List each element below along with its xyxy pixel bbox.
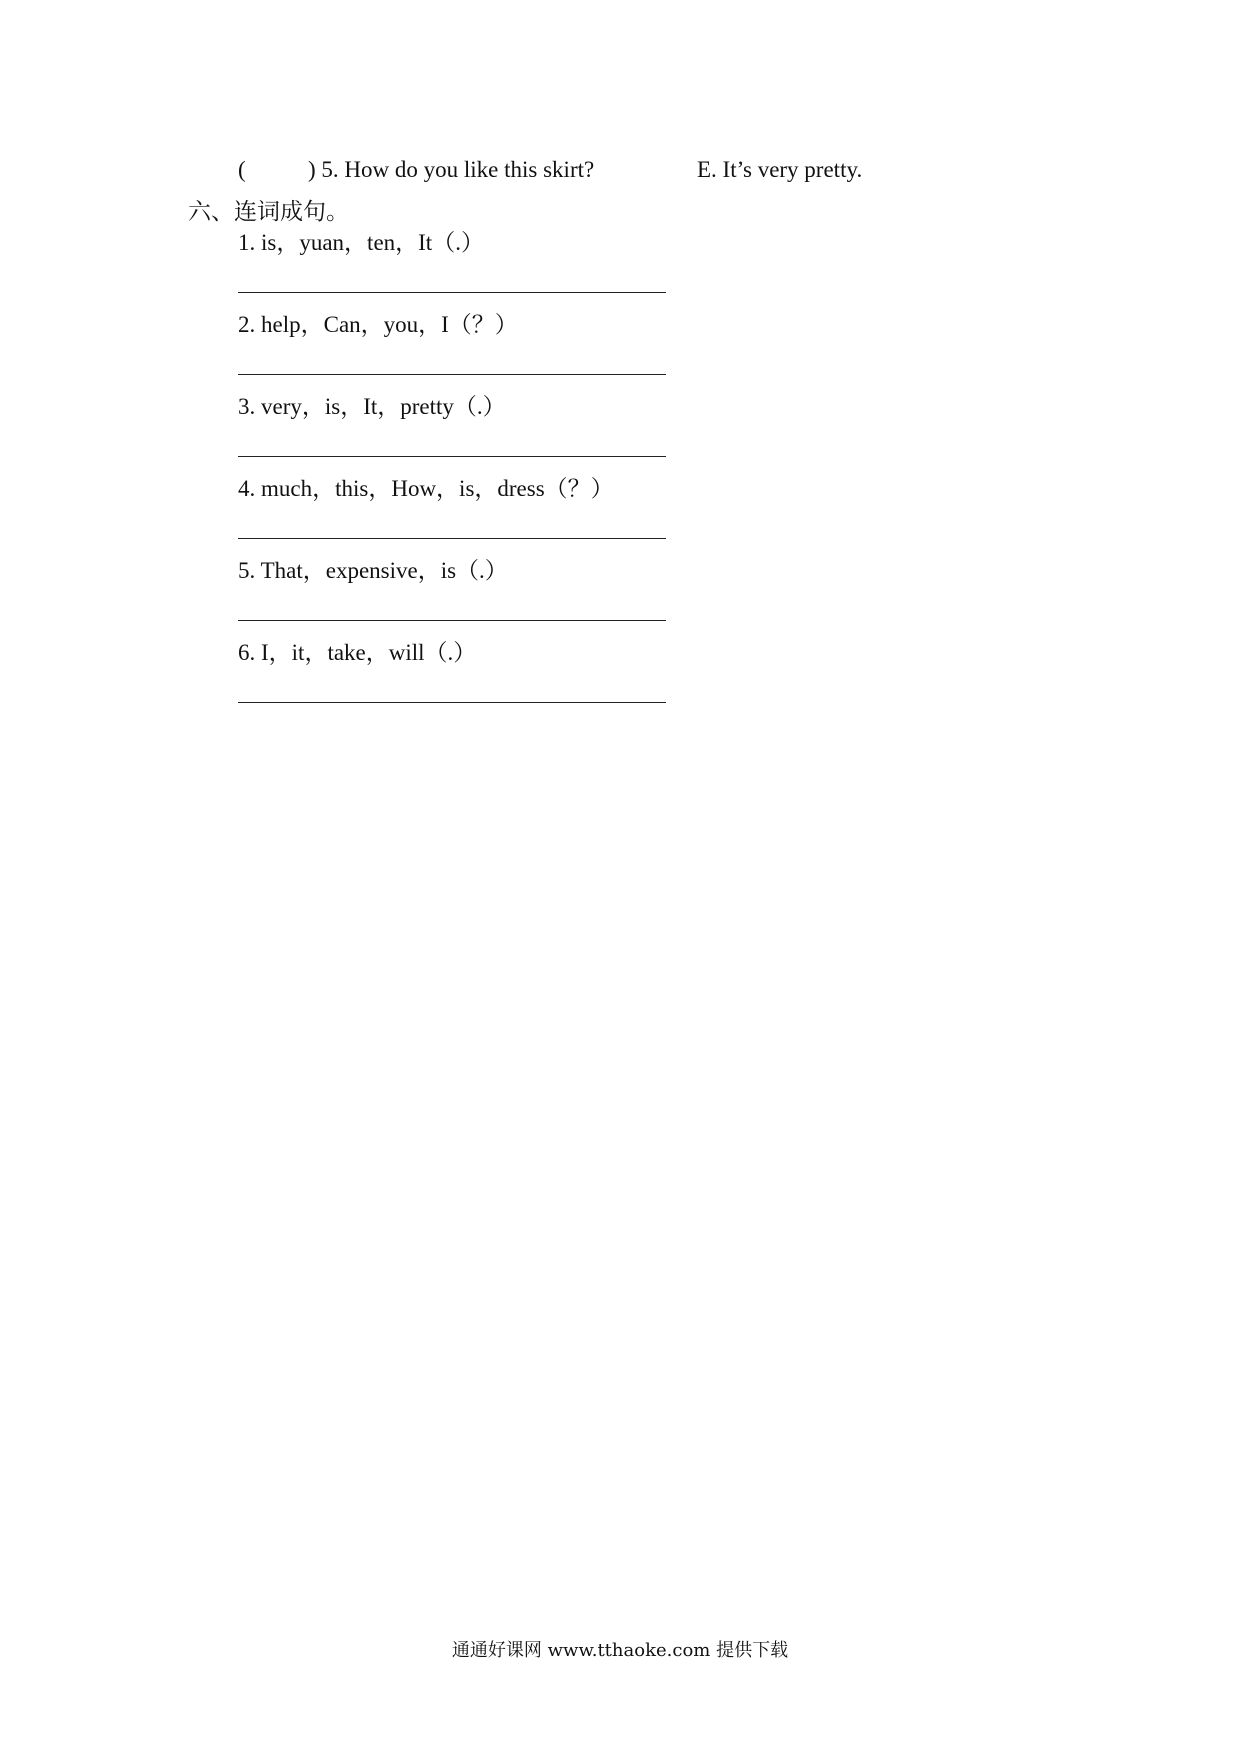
list-item — [238, 310, 614, 392]
list-item — [238, 474, 614, 556]
list-item — [238, 392, 614, 474]
answer-blank-line — [238, 374, 666, 375]
item-prompt: 6. I，it，take，will（.） — [238, 640, 477, 665]
question-text: ) 5. How do you like this skirt? — [308, 157, 595, 182]
answer-blank-line — [238, 620, 666, 621]
list-item — [238, 228, 614, 310]
item-prompt: 2. help，Can，you，I（？） — [238, 312, 518, 337]
list-item — [238, 638, 614, 720]
item-prompt: 4. much，this，How，is，dress（？） — [238, 476, 614, 501]
answer-blank-line — [238, 292, 666, 293]
answer-blank-line — [238, 702, 666, 703]
item-prompt: 5. That，expensive，is（.） — [238, 558, 508, 583]
answer-paren: ( — [238, 157, 246, 182]
answer-blank-line — [238, 456, 666, 457]
sentence-items — [238, 228, 614, 720]
answer-blank-line — [238, 538, 666, 539]
matching-answer-e: E. It’s very pretty. — [697, 157, 863, 182]
item-prompt: 3. very，is，It，pretty（.） — [238, 394, 506, 419]
item-prompt: 1. is，yuan，ten，It（.） — [238, 230, 484, 255]
matching-question-5 — [238, 157, 594, 183]
page-footer: 通通好课网 www.tthaoke.com 提供下载 — [451, 1640, 789, 1661]
list-item — [238, 556, 614, 638]
section-heading: 六、连词成句。 — [188, 199, 349, 225]
